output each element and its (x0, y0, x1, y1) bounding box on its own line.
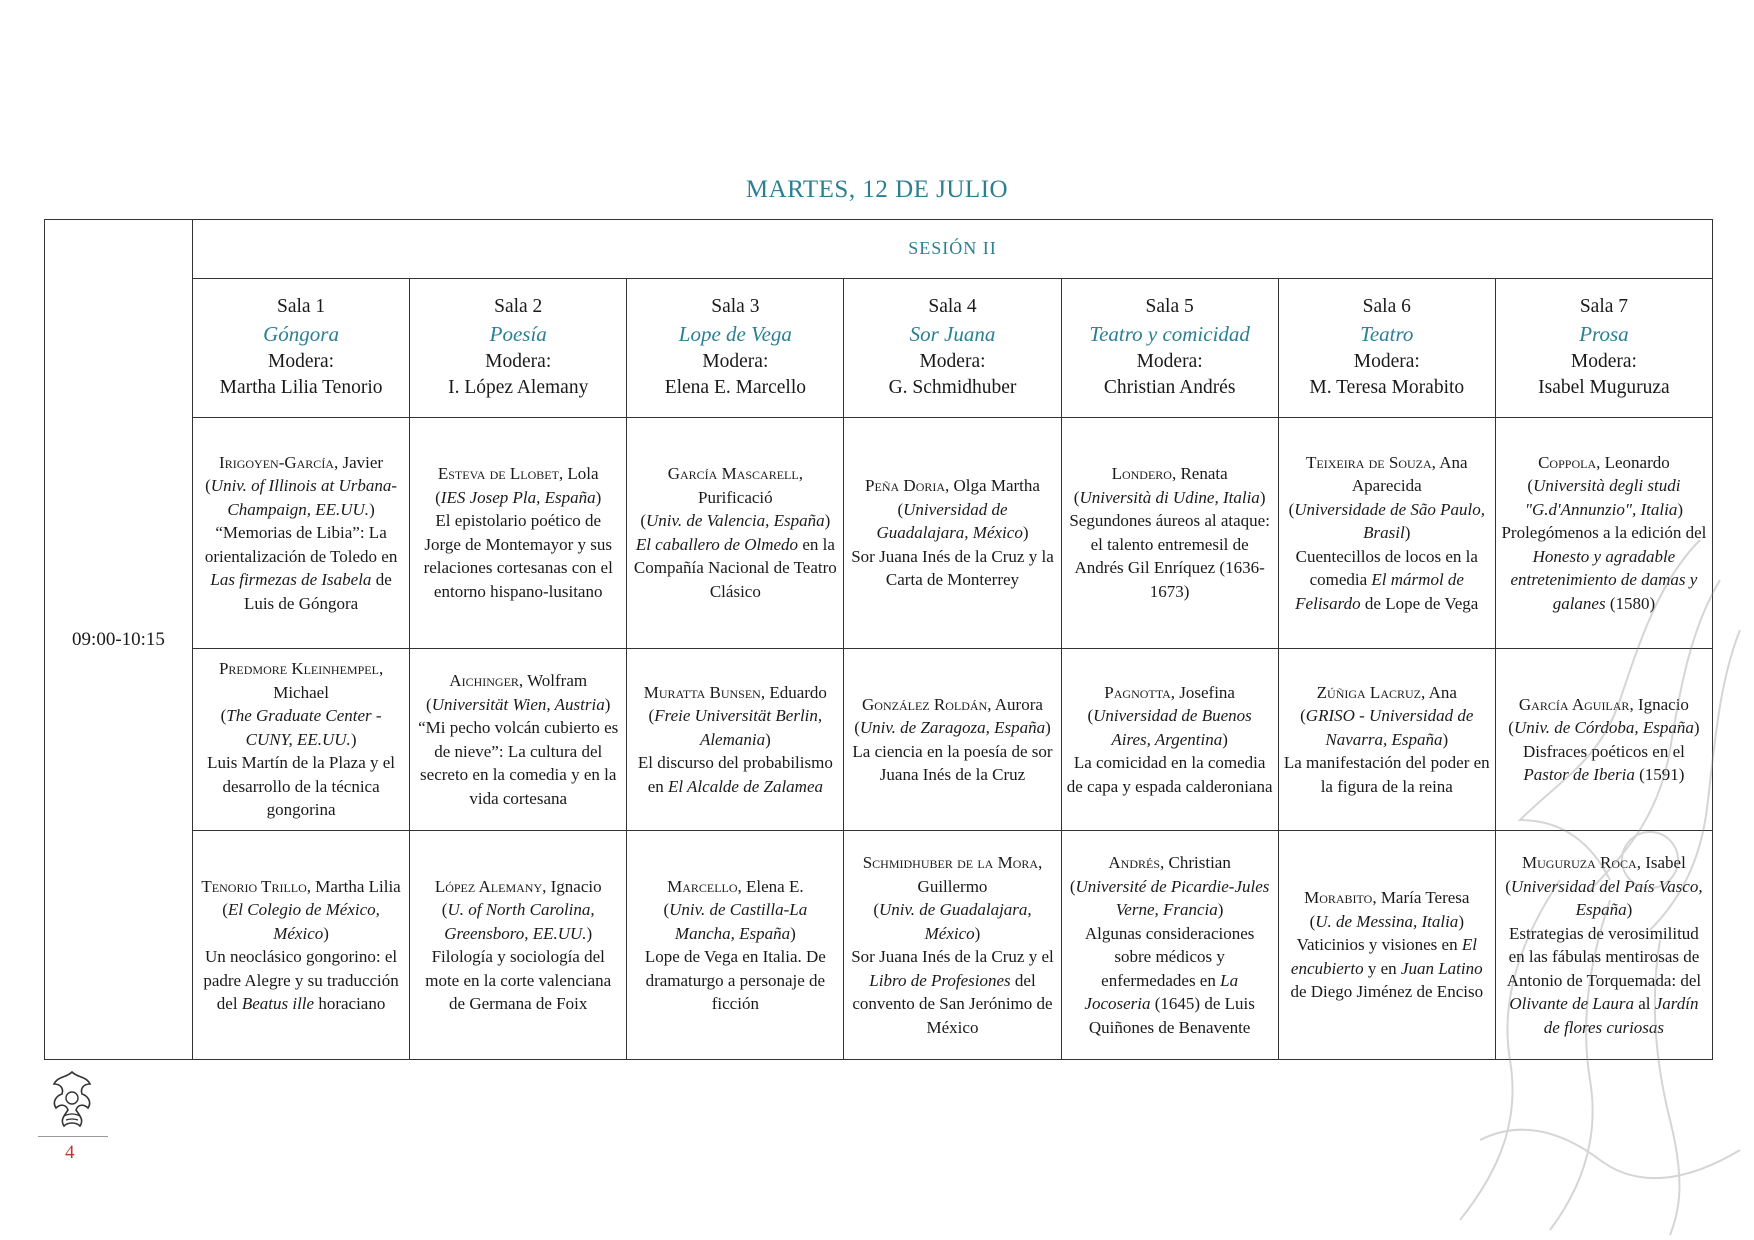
speaker-surname: Marcello (667, 876, 738, 896)
talk-title (415, 509, 621, 603)
speaker-affiliation: Universität Wien, Austria (431, 694, 605, 714)
mod-label: Modera: (485, 351, 552, 373)
title-date: 12 DE JULIO (862, 176, 1009, 203)
speaker-given-name: Michael (273, 682, 329, 702)
sala-name: Sala 7 (1579, 296, 1629, 318)
mod-label: Modera: (919, 351, 986, 373)
session-header: SESIÓN II (193, 220, 1713, 279)
talk-title-italic: Las firmezas de Isabela (210, 570, 372, 590)
sala-topic: Poesía (489, 322, 547, 347)
speaker-affiliation: Univ. de Zaragoza, España (859, 718, 1046, 738)
speaker-surname: Predmore Kleinhempel (218, 659, 379, 679)
talk-title (1067, 509, 1273, 603)
moderator-name: I. López Alemany (448, 377, 589, 399)
speaker-surname: Muguruza Roca (1522, 853, 1637, 873)
talk-cell: Predmore Kleinhempel, Michael (The Graduate Center - CUNY, EE.UU.) Luis Martín de la Plaza y el desarrollo de la técnica gongorina (193, 648, 410, 831)
talk-title-text: de Diego Jiménez de Enciso (1290, 982, 1484, 1002)
sala-topic: Prosa (1579, 322, 1629, 347)
talk-title-text: “Mi pecho volcán cubierto es de nieve”: La cultura del secreto en la comedia y en la vida cortesana (418, 718, 619, 808)
speaker-affiliation: Univ. de Guadalajara, México (878, 900, 1032, 943)
talk-title-text: Estrategias de verosimilitud en las fábulas mentirosas de Antonio de Torquemada: del (1506, 923, 1702, 990)
talk-title-text: de Lope de Vega (1360, 593, 1479, 613)
talk-cell: Morabito, María Teresa (U. de Messina, Italia) Vaticinios y visiones en El encubierto y en Juan Latino de Diego Jiménez de Enciso (1278, 831, 1495, 1060)
talk-cell: Irigoyen-García, Javier (Univ. of Illinois at Urbana-Champaign, EE.UU.) “Memorias de Libia”: La orientalización de Toledo en Las firmezas de Isabela de Luis de Góngora (193, 418, 410, 649)
talk-title (198, 945, 404, 1016)
talk-title-text: “Memorias de Libia”: La orientalización de Toledo en (204, 523, 398, 566)
talk-title-text: al (1633, 994, 1655, 1014)
talk-title (632, 945, 838, 1016)
speaker-affiliation: Universidad de Guadalajara, México (876, 499, 1023, 543)
speaker-affiliation: Università degli studi "G.d'Annunzio", Italia (1524, 476, 1681, 519)
talk-cell: García Mascarell, Purificació (Univ. de Valencia, España) El caballero de Olmedo en la Compañía Nacional de Teatro Clásico (627, 418, 844, 649)
speaker-given-name: Guillermo (917, 876, 988, 896)
talk-cell: Muratta Bunsen, Eduardo (Freie Universität Berlin, Alemania) El discurso del probabilismo en El Alcalde de Zalamea (627, 648, 844, 831)
speaker-affiliation: Université de Picardie-Jules Verne, Francia (1075, 876, 1270, 920)
talk-title-italic: Juan Latino (1400, 958, 1483, 978)
speaker-surname: Peña Doria (865, 476, 946, 496)
talk-title-text: horaciano (314, 994, 386, 1014)
speaker-affiliation: Universidad del País Vasco, España (1510, 876, 1703, 920)
talk-title (1067, 751, 1273, 798)
sala-header-1 (193, 278, 410, 417)
talk-title-text: (1591) (1634, 765, 1685, 785)
sala-topic: Teatro y comicidad (1089, 322, 1250, 347)
speaker-affiliation: Univ. de Córdoba, España (1513, 718, 1694, 738)
talk-title-text: La ciencia en la poesía de sor Juana Inés de la Cruz (852, 741, 1053, 785)
sala-header-row (45, 278, 1713, 417)
speaker-given-name: Ana Aparecida (1351, 452, 1468, 496)
speaker-surname: Pagnotta (1104, 682, 1171, 702)
speaker-given-name: Leonardo (1604, 452, 1670, 472)
sala-header-3 (627, 278, 844, 417)
speaker-surname: Esteva de Llobet (437, 464, 559, 484)
talk-title-text: Algunas consideraciones sobre médicos y enfermedades en (1084, 923, 1255, 990)
speaker-surname: López Alemany (434, 876, 543, 896)
talk-title (849, 945, 1055, 1039)
sala-topic: Teatro (1360, 322, 1414, 347)
speaker-surname: García Aguilar (1518, 694, 1630, 714)
speaker-affiliation: Univ. de Valencia, España (646, 511, 825, 531)
speaker-affiliation: U. de Messina, Italia (1315, 911, 1459, 931)
talk-title-text: del convento de San Jerónimo de México (852, 970, 1053, 1037)
talk-cell: Peña Doria, Olga Martha (Universidad de Guadalajara, México) Sor Juana Inés de la Cruz y la Carta de Monterrey (844, 418, 1061, 649)
angel-watermark-icon (1440, 520, 1754, 1240)
title-day: MARTES (745, 176, 849, 203)
talk-title-italic: Libro de Profesiones (869, 970, 1011, 990)
speaker-given-name: Elena E. (746, 876, 804, 896)
mod-label: Modera: (268, 351, 335, 373)
moderator-name: Martha Lilia Tenorio (219, 377, 383, 399)
sala-header-5 (1061, 278, 1278, 417)
talk-cell: González Roldán, Aurora (Univ. de Zaragoza, España) La ciencia en la poesía de sor Juana Inés de la Cruz (844, 648, 1061, 831)
speaker-surname: García Mascarell (667, 464, 799, 484)
sala-name: Sala 3 (711, 296, 760, 318)
speaker-affiliation: GRISO - Universidad de Navarra, España (1305, 706, 1474, 749)
sala-header-4 (844, 278, 1061, 417)
talk-title-italic: Jardín de flores curiosas (1543, 994, 1699, 1037)
speaker-given-name: Christian (1168, 853, 1231, 873)
speaker-surname: Schmidhuber de la Mora (862, 853, 1039, 873)
sala-header-6 (1278, 278, 1495, 417)
talk-title-text: y en (1363, 958, 1401, 978)
speaker-surname: Andrés (1108, 853, 1161, 873)
speaker-given-name: Josefina (1179, 682, 1235, 702)
talk-title-text: Prolegómenos a la edición del (1501, 523, 1707, 543)
sala-topic: Góngora (263, 322, 339, 347)
page-number: 4 (65, 1142, 75, 1163)
talk-title-text: La manifestación del poder en la figura de la reina (1283, 753, 1490, 796)
talk-cell: Pagnotta, Josefina (Universidad de Buenos Aires, Argentina) La comicidad en la comedia de capa y espada calderoniana (1061, 648, 1278, 831)
speaker-affiliation: El Colegio de México, México (227, 900, 380, 943)
session-row (45, 220, 1713, 279)
talk-title (632, 533, 838, 604)
talk-cell: Zúñiga Lacruz, Ana (GRISO - Universidad de Navarra, España) La manifestación del poder en la figura de la reina (1278, 648, 1495, 831)
speaker-given-name: Ana (1428, 682, 1457, 702)
mod-label: Modera: (1570, 351, 1637, 373)
talk-cell: Esteva de Llobet, Lola (IES Josep Pla, España) El epistolario poético de Jorge de Montemayor y sus relaciones cortesanas con el entorno hispano-lusitano (410, 418, 627, 649)
talk-cell: García Aguilar, Ignacio (Univ. de Córdoba, España) Disfraces poéticos en el Pastor de Iberia (1591) (1495, 648, 1712, 831)
talk-title-italic: El caballero de Olmedo (635, 534, 799, 554)
talk-title (198, 751, 404, 822)
talk-title-text: Segundones áureos al ataque: el talento entremesil de Andrés Gil Enríquez (1636-1673) (1069, 511, 1270, 601)
footer-rule (38, 1136, 108, 1137)
speaker-affiliation: Universidade de São Paulo, Brasil (1294, 499, 1485, 543)
speaker-affiliation: Universidad de Buenos Aires, Argentina (1093, 706, 1252, 749)
talk-title-italic: La Jocoseria (1084, 970, 1239, 1014)
emblem-icon (44, 1068, 100, 1132)
sala-name: Sala 1 (276, 296, 326, 318)
mod-label: Modera: (1353, 351, 1420, 373)
sala-header-7 (1495, 278, 1712, 417)
talk-title-italic: El encubierto (1290, 935, 1477, 978)
talk-cell: Londero, Renata (Università di Udine, Italia) Segundones áureos al ataque: el talento entremesil de Andrés Gil Enríquez (1636-1673) (1061, 418, 1278, 649)
speaker-given-name: Olga Martha (953, 476, 1040, 496)
speaker-given-name: Isabel (1645, 853, 1686, 873)
speaker-given-name: Martha Lilia (315, 876, 401, 896)
page-title: MARTES, 12 DE JULIO (745, 176, 1009, 203)
speaker-given-name: Wolfram (527, 671, 588, 691)
talk-title-text: Un neoclásico gongorino: el padre Alegre y su traducción del (203, 947, 399, 1014)
speaker-surname: Coppola (1538, 452, 1597, 472)
talk-title (849, 740, 1055, 787)
speaker-affiliation: U. of North Carolina, Greensboro, EE.UU. (444, 900, 595, 943)
talk-cell: Tenorio Trillo, Martha Lilia (El Colegio de México, México) Un neoclásico gongorino: el padre Alegre y su traducción del Beatus ille horaciano (193, 831, 410, 1060)
speaker-given-name: Ignacio (1637, 694, 1689, 714)
speaker-surname: Muratta Bunsen (643, 682, 761, 702)
talk-title-text: en la Compañía Nacional de Teatro Clásico (633, 534, 837, 601)
speaker-affiliation: IES Josep Pla, España (440, 487, 596, 507)
speaker-given-name: Eduardo (769, 682, 827, 702)
sala-name: Sala 2 (494, 296, 543, 318)
talk-title-text: El epistolario poético de Jorge de Montemayor y sus relaciones cortesanas con el entorno hispano-lusitano (423, 511, 613, 601)
sala-name: Sala 6 (1362, 296, 1411, 318)
talk-cell: Andrés, Christian (Université de Picardie-Jules Verne, Francia) Algunas consideraciones sobre médicos y enfermedades en La Jocoseria (1645) de Luis Quiñones de Benavente (1061, 831, 1278, 1060)
talk-title-italic: El mármol de Felisardo (1295, 570, 1464, 613)
moderator-name: Christian Andrés (1103, 377, 1236, 399)
talk-title-text: (1580) (1605, 593, 1656, 613)
speaker-affiliation: Università di Udine, Italia (1079, 487, 1260, 507)
speaker-given-name: Aurora (994, 694, 1043, 714)
talk-cell: Muguruza Roca, Isabel (Universidad del País Vasco, España) Estrategias de verosimilitud en las fábulas mentirosas de Antonio de Torquemada: del Olivante de Laura al Jardín de flores curiosas (1495, 831, 1712, 1060)
speaker-affiliation: The Graduate Center - CUNY, EE.UU. (226, 706, 382, 749)
talk-title (198, 521, 404, 615)
sala-name: Sala 5 (1145, 296, 1194, 318)
talk-title-text: Filología y sociología del mote en la corte valenciana de Germana de Foix (425, 947, 612, 1014)
mod-label: Modera: (1136, 351, 1203, 373)
speaker-affiliation: Freie Universität Berlin, Alemania (654, 706, 823, 749)
speaker-given-name: Renata (1180, 464, 1228, 484)
talk-title-italic: Pastor de Iberia (1523, 765, 1635, 785)
speaker-given-name: Javier (342, 452, 384, 472)
sala-topic: Sor Juana (909, 322, 996, 347)
talk-title-text: La comicidad en la comedia de capa y espada calderoniana (1066, 753, 1273, 796)
speaker-given-name: María Teresa (1380, 888, 1470, 908)
talk-cell: Aichinger, Wolfram (Universität Wien, Austria) “Mi pecho volcán cubierto es de nieve”: La cultura del secreto en la comedia y en la vida cortesana (410, 648, 627, 831)
speaker-affiliation: Univ. de Castilla-La Mancha, España (669, 900, 808, 943)
talk-cell: Marcello, Elena E. (Univ. de Castilla-La Mancha, España) Lope de Vega en Italia. De dramaturgo a personaje de ficción (627, 831, 844, 1060)
talk-cell: Teixeira de Souza, Ana Aparecida (Universidade de São Paulo, Brasil) Cuentecillos de locos en la comedia El mármol de Felisardo de Lope de Vega (1278, 418, 1495, 649)
moderator-name: Elena E. Marcello (664, 377, 806, 399)
talk-title-text: Luis Martín de la Plaza y el desarrollo de la técnica gongorina (207, 753, 396, 820)
moderator-name: M. Teresa Morabito (1309, 377, 1465, 399)
speaker-surname: González Roldán (862, 694, 988, 714)
speaker-surname: Irigoyen-García (219, 452, 334, 472)
time-slot: 09:00-10:15 (45, 220, 193, 1060)
moderator-name: G. Schmidhuber (888, 377, 1017, 399)
sala-header-2 (410, 278, 627, 417)
talk-title-text: de Luis de Góngora (243, 570, 392, 613)
speaker-surname: Tenorio Trillo (201, 876, 307, 896)
moderator-name: Isabel Muguruza (1538, 377, 1670, 399)
talk-title-text: Sor Juana Inés de la Cruz y el (851, 947, 1054, 967)
sala-name: Sala 4 (928, 296, 977, 318)
speaker-given-name: Ignacio (550, 876, 602, 896)
talk-title (632, 751, 838, 798)
speaker-surname: Teixeira de Souza (1306, 452, 1432, 472)
talk-cell: López Alemany, Ignacio (U. of North Carolina, Greensboro, EE.UU.) Filología y sociología del mote en la corte valenciana de Germana de Foix (410, 831, 627, 1060)
mod-label: Modera: (702, 351, 769, 373)
talk-cell: Coppola, Leonardo (Università degli studi "G.d'Annunzio", Italia) Prolegómenos a la edición del Honesto y agradable entretenimiento de damas y galanes (1580) (1495, 418, 1712, 649)
speaker-affiliation: Univ. of Illinois at Urbana-Champaign, EE.UU. (210, 476, 397, 519)
speaker-surname: Morabito (1304, 888, 1373, 908)
talk-title-italic: Beatus ille (241, 994, 315, 1014)
sala-topic: Lope de Vega (678, 322, 792, 347)
talk-title-text: Lope de Vega en Italia. De dramaturgo a personaje de ficción (644, 947, 826, 1014)
speaker-given-name: Purificació (698, 487, 773, 507)
talk-title-italic: Olivante de Laura (1509, 994, 1634, 1014)
talk-title-text: Disfraces poéticos en el (1522, 741, 1685, 761)
speaker-surname: Aichinger (449, 671, 519, 691)
talk-title-text: El discurso del probabilismo en (637, 753, 833, 796)
talk-title-text: Cuentecillos de locos en la comedia (1295, 546, 1478, 590)
talk-title (1067, 922, 1273, 1040)
talk-title-text: (1645) de Luis Quiñones de Benavente (1088, 994, 1255, 1037)
speaker-given-name: Lola (567, 464, 599, 484)
talk-title-text: Vaticinios y visiones en (1296, 935, 1462, 955)
talk-title (415, 945, 621, 1016)
talk-title-italic: El Alcalde de Zalamea (667, 776, 824, 796)
speaker-surname: Londero (1111, 464, 1172, 484)
speaker-surname: Zúñiga Lacruz (1316, 682, 1421, 702)
talk-title (849, 545, 1055, 592)
talk-title-text: Sor Juana Inés de la Cruz y la Carta de Monterrey (851, 546, 1054, 590)
talk-title (415, 716, 621, 810)
talk-title-italic: Honesto y agradable entretenimiento de damas y galanes (1510, 546, 1698, 613)
talk-cell: Schmidhuber de la Mora, Guillermo (Univ. de Guadalajara, México) Sor Juana Inés de la Cruz y el Libro de Profesiones del convento de San Jerónimo de México (844, 831, 1061, 1060)
